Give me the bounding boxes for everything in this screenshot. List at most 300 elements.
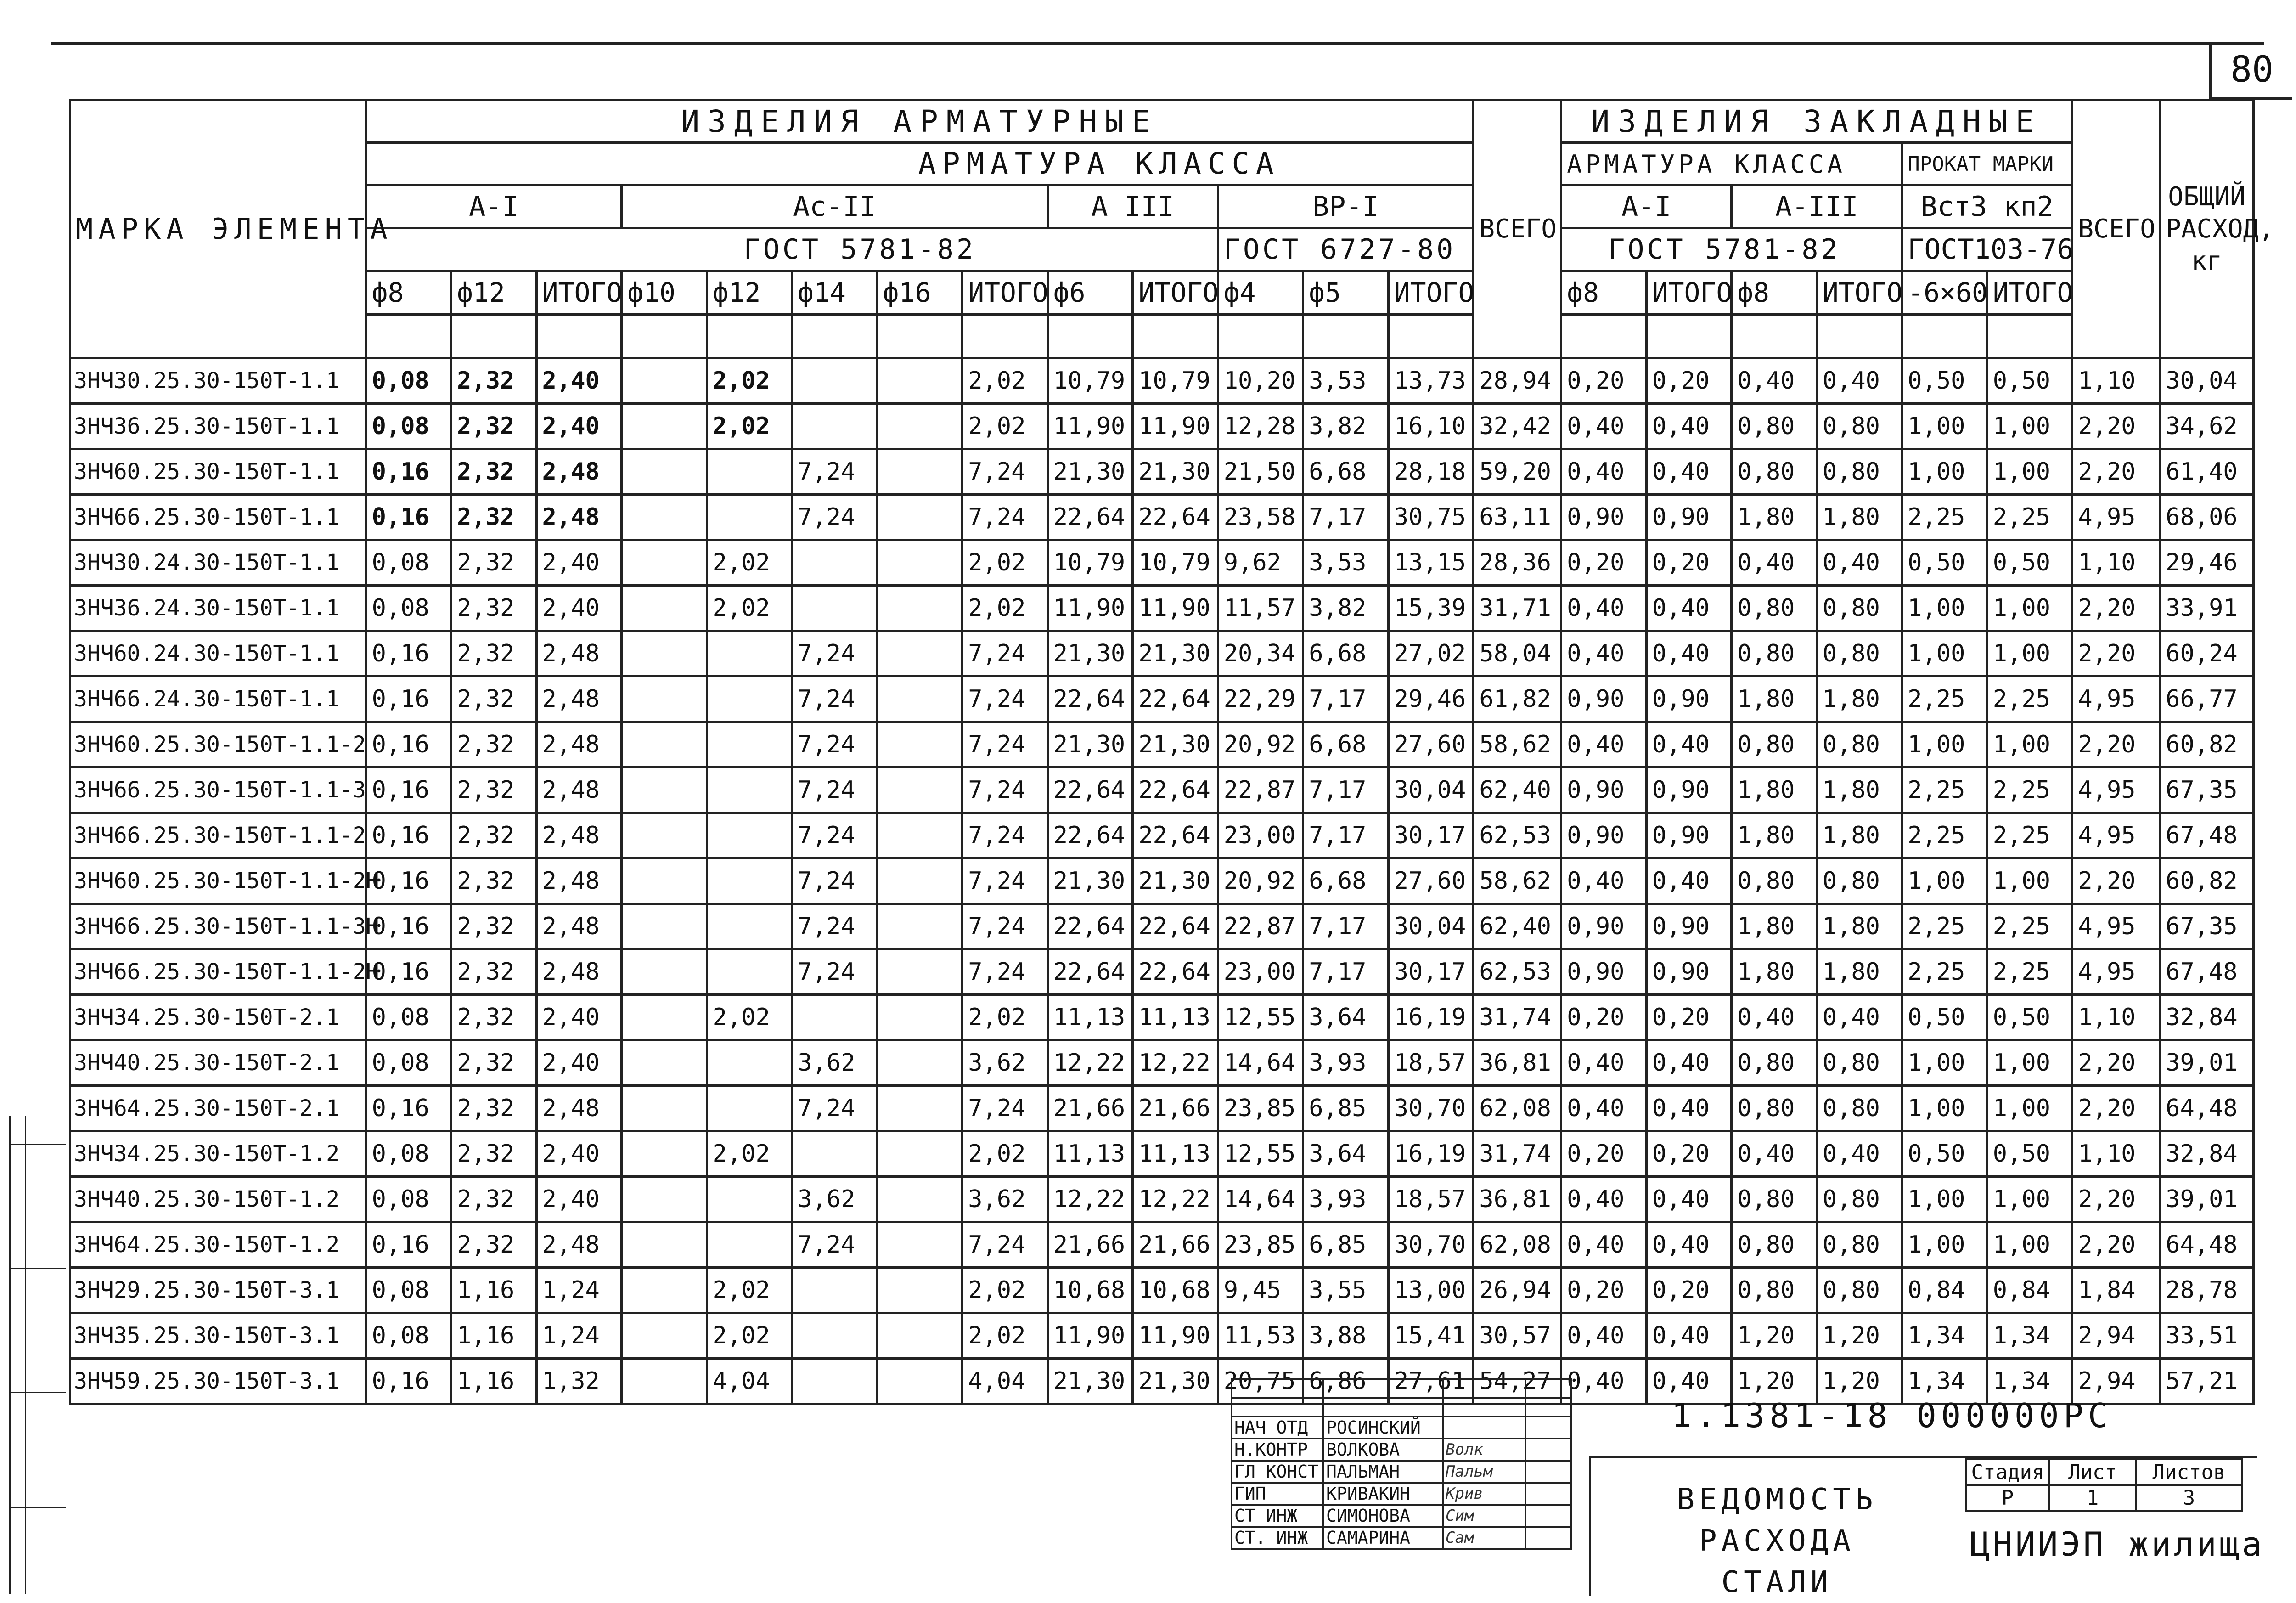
cell-rebar-total: 26,94 [1474, 1268, 1561, 1313]
sig-role: ГИП [1232, 1483, 1323, 1505]
class-bp1: ВР-I [1218, 186, 1474, 228]
sig-signature: Волк [1443, 1439, 1525, 1461]
spacer-cell [1303, 315, 1389, 358]
cell-roll: 2,25 [1902, 677, 1987, 722]
cell-a1-total: 2,48 [536, 677, 622, 722]
cell-ac2-d14: 7,24 [792, 677, 878, 722]
mark-header: МАРКА ЭЛЕМЕНТА [70, 100, 366, 358]
element-mark: 3НЧ34.25.30-150Т-2.1 [70, 995, 366, 1040]
cell-grand: 60,82 [2160, 858, 2254, 904]
table-row [70, 1222, 2254, 1268]
element-mark: 3НЧ60.24.30-150Т-1.1 [70, 631, 366, 677]
cell-e-a1-d8: 0,40 [1561, 449, 1647, 495]
column-header: ф6 [1047, 271, 1133, 315]
cell-a1-total: 2,40 [536, 586, 622, 631]
cell-ac2-d16 [877, 449, 962, 495]
cell-rebar-total: 62,40 [1474, 904, 1561, 949]
spacer-cell [1646, 315, 1732, 358]
cell-e-a1-d8: 0,40 [1561, 1040, 1647, 1086]
cell-e-a3-total: 0,40 [1817, 995, 1902, 1040]
cell-a1-d12: 2,32 [451, 1131, 537, 1177]
cell-a1-d8: 0,16 [366, 813, 451, 858]
cell-a3-total: 11,13 [1133, 995, 1218, 1040]
cell-bp-d5: 6,68 [1303, 631, 1389, 677]
cell-roll-total: 1,00 [1987, 858, 2072, 904]
sig-name: САМАРИНА [1323, 1527, 1443, 1549]
cell-bp-d5: 3,53 [1303, 358, 1389, 404]
signature-row [1232, 1527, 1571, 1549]
cell-a3-d6: 12,22 [1047, 1177, 1133, 1222]
cell-ac2-d10 [622, 540, 707, 586]
cell-roll-total: 0,50 [1987, 358, 2072, 404]
cell-ac2-total: 7,24 [962, 722, 1048, 768]
cell-bp-d4: 20,92 [1218, 722, 1303, 768]
cell-roll: 1,00 [1902, 586, 1987, 631]
cell-roll: 2,25 [1902, 768, 1987, 813]
cell-roll-total: 2,25 [1987, 949, 2072, 995]
cell-e-a3-total: 0,80 [1817, 1222, 1902, 1268]
sig-role: СТ. ИНЖ [1232, 1527, 1323, 1549]
element-mark: 3НЧ64.25.30-150Т-1.2 [70, 1222, 366, 1268]
column-header: ф14 [792, 271, 878, 315]
sig-name: РОСИНСКИЙ [1323, 1417, 1443, 1439]
cell-e-a1-d8: 0,20 [1561, 1268, 1647, 1313]
cell-a3-total: 22,64 [1133, 813, 1218, 858]
cell-a1-d12: 2,32 [451, 677, 537, 722]
cell-grand: 33,91 [2160, 586, 2254, 631]
cell-a3-d6: 12,22 [1047, 1040, 1133, 1086]
sig-name: ВОЛКОВА [1323, 1439, 1443, 1461]
cell-roll: 1,00 [1902, 631, 1987, 677]
cell-ac2-d14: 7,24 [792, 1222, 878, 1268]
cell-grand: 39,01 [2160, 1040, 2254, 1086]
cell-emb-total: 2,20 [2072, 1040, 2160, 1086]
cell-grand: 30,04 [2160, 358, 2254, 404]
cell-bp-d4: 21,50 [1218, 449, 1303, 495]
grand-total-header: ОБЩИЙ РАСХОД, кг [2160, 100, 2254, 358]
cell-emb-total: 2,94 [2072, 1313, 2160, 1359]
cell-a1-total: 2,48 [536, 1222, 622, 1268]
cell-roll: 2,25 [1902, 949, 1987, 995]
cell-a3-d6: 21,30 [1047, 858, 1133, 904]
cell-e-a3-d8: 0,80 [1732, 1222, 1817, 1268]
sig-date [1525, 1505, 1571, 1527]
column-header: ИТОГО [1133, 271, 1218, 315]
cell-a1-d8: 0,08 [366, 586, 451, 631]
cell-ac2-d16 [877, 404, 962, 449]
cell-ac2-d10 [622, 722, 707, 768]
cell-roll-total: 2,25 [1987, 813, 2072, 858]
cell-a3-d6: 11,90 [1047, 586, 1133, 631]
cell-e-a1-d8: 0,40 [1561, 858, 1647, 904]
cell-ac2-d16 [877, 722, 962, 768]
cell-a1-d8: 0,16 [366, 449, 451, 495]
cell-e-a1-d8: 0,40 [1561, 1313, 1647, 1359]
cell-ac2-d12: 2,02 [707, 1131, 792, 1177]
cell-e-a3-d8: 1,80 [1732, 677, 1817, 722]
sig-date [1525, 1527, 1571, 1549]
column-header: ф12 [451, 271, 537, 315]
cell-e-a1-d8: 0,20 [1561, 540, 1647, 586]
cell-e-a3-d8: 0,80 [1732, 1040, 1817, 1086]
cell-a3-d6: 21,30 [1047, 449, 1133, 495]
cell-ac2-total: 2,02 [962, 586, 1048, 631]
cell-e-a3-total: 1,80 [1817, 813, 1902, 858]
cell-a1-d8: 0,16 [366, 858, 451, 904]
cell-roll-total: 1,00 [1987, 404, 2072, 449]
cell-a3-total: 11,13 [1133, 1131, 1218, 1177]
cell-roll: 1,00 [1902, 404, 1987, 449]
cell-ac2-d10 [622, 995, 707, 1040]
column-header: ф10 [622, 271, 707, 315]
cell-ac2-d10 [622, 949, 707, 995]
cell-emb-total: 4,95 [2072, 677, 2160, 722]
cell-a1-total: 2,48 [536, 1086, 622, 1131]
cell-a3-total: 10,79 [1133, 358, 1218, 404]
cell-e-a1-d8: 0,90 [1561, 495, 1647, 540]
cell-ac2-d12 [707, 677, 792, 722]
cell-e-a1-d8: 0,90 [1561, 813, 1647, 858]
cell-bp-d5: 7,17 [1303, 813, 1389, 858]
signature-row [1232, 1439, 1571, 1461]
cell-bp-d5: 3,88 [1303, 1313, 1389, 1359]
cell-roll-total: 2,25 [1987, 677, 2072, 722]
cell-ac2-total: 7,24 [962, 904, 1048, 949]
cell-ac2-d10 [622, 1359, 707, 1404]
cell-e-a3-d8: 1,80 [1732, 813, 1817, 858]
cell-e-a3-d8: 0,80 [1732, 449, 1817, 495]
cell-ac2-d16 [877, 1268, 962, 1313]
cell-ac2-total: 7,24 [962, 495, 1048, 540]
cell-bp-d4: 23,58 [1218, 495, 1303, 540]
cell-a1-total: 2,40 [536, 995, 622, 1040]
table-row [70, 540, 2254, 586]
cell-emb-total: 2,20 [2072, 404, 2160, 449]
cell-ac2-d12: 2,02 [707, 404, 792, 449]
cell-grand: 68,06 [2160, 495, 2254, 540]
cell-ac2-total: 3,62 [962, 1040, 1048, 1086]
cell-bp-d4: 23,85 [1218, 1222, 1303, 1268]
element-mark: 3НЧ66.24.30-150Т-1.1 [70, 677, 366, 722]
cell-rebar-total: 62,08 [1474, 1222, 1561, 1268]
cell-bp-d5: 7,17 [1303, 677, 1389, 722]
cell-bp-d5: 6,68 [1303, 858, 1389, 904]
cell-e-a3-d8: 0,80 [1732, 586, 1817, 631]
cell-roll: 2,25 [1902, 813, 1987, 858]
stage-label: Стадия [1966, 1459, 2049, 1485]
cell-roll-total: 2,25 [1987, 768, 2072, 813]
cell-roll-total: 0,50 [1987, 540, 2072, 586]
sig-role: СТ ИНЖ [1232, 1505, 1323, 1527]
cell-a1-d8: 0,16 [366, 1359, 451, 1404]
cell-bp-d4: 12,28 [1218, 404, 1303, 449]
cell-ac2-d12 [707, 1177, 792, 1222]
cell-a1-d8: 0,16 [366, 495, 451, 540]
cell-e-a3-total: 0,80 [1817, 1040, 1902, 1086]
cell-a1-total: 2,48 [536, 768, 622, 813]
cell-a3-total: 21,30 [1133, 631, 1218, 677]
cell-grand: 66,77 [2160, 677, 2254, 722]
cell-grand: 67,48 [2160, 949, 2254, 995]
cell-e-a1-total: 0,40 [1646, 586, 1732, 631]
sig-name: КРИВАКИН [1323, 1483, 1443, 1505]
signature-row [1232, 1483, 1571, 1505]
cell-e-a1-total: 0,40 [1646, 1040, 1732, 1086]
cell-ac2-d12 [707, 949, 792, 995]
spacer-cell [877, 315, 962, 358]
cell-a3-total: 12,22 [1133, 1177, 1218, 1222]
cell-bp-d4: 20,92 [1218, 858, 1303, 904]
cell-roll-total: 1,00 [1987, 586, 2072, 631]
cell-ac2-d10 [622, 813, 707, 858]
cell-bp-d4: 22,87 [1218, 904, 1303, 949]
cell-ac2-d10 [622, 677, 707, 722]
cell-e-a3-total: 0,80 [1817, 449, 1902, 495]
rolled-grade: Вст3 кп2 [1902, 186, 2072, 228]
cell-a1-d12: 2,32 [451, 1177, 537, 1222]
cell-ac2-d12: 2,02 [707, 540, 792, 586]
cell-bp-d4: 14,64 [1218, 1177, 1303, 1222]
cell-a1-d8: 0,08 [366, 1040, 451, 1086]
cell-grand: 60,24 [2160, 631, 2254, 677]
cell-ac2-total: 2,02 [962, 995, 1048, 1040]
spacer-cell [1817, 315, 1902, 358]
cell-e-a3-d8: 0,40 [1732, 1131, 1817, 1177]
cell-ac2-d14 [792, 358, 878, 404]
cell-bp-d4: 10,20 [1218, 358, 1303, 404]
cell-grand: 39,01 [2160, 1177, 2254, 1222]
cell-e-a1-d8: 0,90 [1561, 949, 1647, 995]
cell-bp-d4: 14,64 [1218, 1040, 1303, 1086]
cell-a1-d12: 2,32 [451, 949, 537, 995]
table-row [70, 1268, 2254, 1313]
cell-ac2-d12 [707, 768, 792, 813]
cell-rebar-total: 36,81 [1474, 1177, 1561, 1222]
cell-bp-d4: 22,87 [1218, 768, 1303, 813]
cell-a3-d6: 10,68 [1047, 1268, 1133, 1313]
cell-e-a1-d8: 0,40 [1561, 586, 1647, 631]
cell-emb-total: 1,84 [2072, 1268, 2160, 1313]
cell-a3-total: 21,30 [1133, 1359, 1218, 1404]
cell-bp-total: 13,73 [1388, 358, 1474, 404]
cell-ac2-d14: 7,24 [792, 858, 878, 904]
column-header: ф8 [1561, 271, 1647, 315]
cell-e-a3-total: 1,80 [1817, 677, 1902, 722]
cell-a1-d8: 0,16 [366, 904, 451, 949]
cell-e-a3-total: 0,80 [1817, 631, 1902, 677]
cell-rebar-total: 59,20 [1474, 449, 1561, 495]
sig-date [1525, 1439, 1571, 1461]
cell-grand: 67,48 [2160, 813, 2254, 858]
cell-e-a1-d8: 0,90 [1561, 904, 1647, 949]
cell-bp-total: 15,39 [1388, 586, 1474, 631]
cell-e-a1-total: 0,40 [1646, 1359, 1732, 1404]
cell-e-a3-total: 0,80 [1817, 1086, 1902, 1131]
cell-bp-d4: 23,85 [1218, 1086, 1303, 1131]
spacer-cell [451, 315, 537, 358]
cell-ac2-d14: 7,24 [792, 449, 878, 495]
cell-ac2-d10 [622, 1313, 707, 1359]
cell-rebar-total: 62,53 [1474, 949, 1561, 995]
cell-roll-total: 1,00 [1987, 722, 2072, 768]
cell-bp-d4: 23,00 [1218, 949, 1303, 995]
page-number: 80 [2209, 42, 2292, 100]
cell-grand: 34,62 [2160, 404, 2254, 449]
cell-a3-d6: 22,64 [1047, 904, 1133, 949]
cell-e-a3-d8: 1,80 [1732, 495, 1817, 540]
class-a3: А III [1047, 186, 1218, 228]
cell-a1-d12: 2,32 [451, 768, 537, 813]
element-mark: 3НЧ66.25.30-150Т-1.1 [70, 495, 366, 540]
cell-grand: 67,35 [2160, 904, 2254, 949]
cell-grand: 64,48 [2160, 1086, 2254, 1131]
cell-ac2-d16 [877, 540, 962, 586]
cell-ac2-d16 [877, 1086, 962, 1131]
cell-ac2-d12: 2,02 [707, 995, 792, 1040]
cell-e-a1-total: 0,40 [1646, 858, 1732, 904]
cell-roll-total: 1,00 [1987, 1086, 2072, 1131]
cell-a1-total: 2,40 [536, 1040, 622, 1086]
column-header: ИТОГО [1646, 271, 1732, 315]
cell-rebar-total: 36,81 [1474, 1040, 1561, 1086]
cell-e-a3-total: 0,80 [1817, 1177, 1902, 1222]
cell-ac2-d16 [877, 1177, 962, 1222]
cell-ac2-d10 [622, 631, 707, 677]
cell-bp-d5: 6,85 [1303, 1222, 1389, 1268]
cell-bp-total: 27,61 [1388, 1359, 1474, 1404]
group-embedded-products: ИЗДЕЛИЯ ЗАКЛАДНЫЕ [1561, 100, 2072, 143]
cell-ac2-total: 7,24 [962, 1222, 1048, 1268]
cell-a1-d8: 0,08 [366, 995, 451, 1040]
cell-ac2-total: 7,24 [962, 949, 1048, 995]
cell-ac2-d14 [792, 1131, 878, 1177]
cell-a1-d12: 2,32 [451, 1222, 537, 1268]
cell-bp-total: 15,41 [1388, 1313, 1474, 1359]
cell-a1-d8: 0,08 [366, 1131, 451, 1177]
element-mark: 3НЧ60.25.30-150Т-1.1-2Н [70, 858, 366, 904]
cell-rebar-total: 63,11 [1474, 495, 1561, 540]
cell-ac2-d10 [622, 1131, 707, 1177]
element-mark: 3НЧ40.25.30-150Т-1.2 [70, 1177, 366, 1222]
cell-roll: 1,34 [1902, 1359, 1987, 1404]
cell-e-a3-d8: 0,40 [1732, 358, 1817, 404]
cell-e-a1-total: 0,40 [1646, 1177, 1732, 1222]
cell-e-a3-d8: 1,80 [1732, 904, 1817, 949]
cell-ac2-d14 [792, 1313, 878, 1359]
cell-ac2-d14 [792, 995, 878, 1040]
cell-a1-d12: 2,32 [451, 858, 537, 904]
cell-ac2-d10 [622, 1222, 707, 1268]
cell-ac2-d12 [707, 813, 792, 858]
element-mark: 3НЧ59.25.30-150Т-3.1 [70, 1359, 366, 1404]
cell-bp-d5: 6,86 [1303, 1359, 1389, 1404]
cell-a3-d6: 22,64 [1047, 495, 1133, 540]
cell-a1-d8: 0,16 [366, 768, 451, 813]
cell-a1-d12: 2,32 [451, 722, 537, 768]
cell-ac2-d10 [622, 1177, 707, 1222]
cell-bp-d4: 9,62 [1218, 540, 1303, 586]
cell-e-a3-total: 1,20 [1817, 1313, 1902, 1359]
spacer-cell [1218, 315, 1303, 358]
cell-e-a1-d8: 0,40 [1561, 631, 1647, 677]
cell-bp-total: 30,17 [1388, 813, 1474, 858]
cell-roll: 2,25 [1902, 904, 1987, 949]
cell-ac2-d10 [622, 1268, 707, 1313]
cell-ac2-d16 [877, 677, 962, 722]
cell-a1-d8: 0,16 [366, 949, 451, 995]
cell-e-a3-total: 0,40 [1817, 358, 1902, 404]
rebar-class-title: АРМАТУРА КЛАССА [366, 143, 1474, 186]
cell-a1-total: 2,48 [536, 813, 622, 858]
cell-roll-total: 1,00 [1987, 449, 2072, 495]
sheets-value: 3 [2136, 1485, 2242, 1511]
cell-a1-total: 1,24 [536, 1313, 622, 1359]
cell-a1-d12: 2,32 [451, 904, 537, 949]
cell-ac2-d12: 2,02 [707, 1268, 792, 1313]
cell-e-a1-d8: 0,20 [1561, 995, 1647, 1040]
table-row [70, 358, 2254, 404]
cell-a1-d12: 2,32 [451, 358, 537, 404]
table-row [70, 586, 2254, 631]
cell-e-a1-d8: 0,20 [1561, 1131, 1647, 1177]
cell-ac2-total: 2,02 [962, 1313, 1048, 1359]
cell-ac2-d10 [622, 404, 707, 449]
cell-ac2-d14 [792, 1268, 878, 1313]
element-mark: 3НЧ64.25.30-150Т-2.1 [70, 1086, 366, 1131]
cell-ac2-d12 [707, 631, 792, 677]
sig-role: НАЧ ОТД [1232, 1417, 1323, 1439]
cell-e-a3-total: 1,80 [1817, 949, 1902, 995]
cell-a1-total: 2,40 [536, 1177, 622, 1222]
cell-bp-d4: 22,29 [1218, 677, 1303, 722]
sig-role: ГЛ КОНСТ [1232, 1461, 1323, 1483]
cell-roll: 1,34 [1902, 1313, 1987, 1359]
cell-a3-d6: 21,66 [1047, 1222, 1133, 1268]
table-row [70, 858, 2254, 904]
cell-grand: 32,84 [2160, 1131, 2254, 1177]
cell-bp-total: 27,02 [1388, 631, 1474, 677]
cell-emb-total: 2,20 [2072, 449, 2160, 495]
cell-ac2-d16 [877, 1313, 962, 1359]
cell-roll: 0,50 [1902, 995, 1987, 1040]
sig-name: ПАЛЬМАН [1323, 1461, 1443, 1483]
table-row [70, 949, 2254, 995]
cell-bp-d5: 3,93 [1303, 1177, 1389, 1222]
cell-a1-total: 2,48 [536, 904, 622, 949]
cell-rebar-total: 62,08 [1474, 1086, 1561, 1131]
table-row [70, 495, 2254, 540]
cell-ac2-total: 2,02 [962, 358, 1048, 404]
cell-bp-d5: 3,82 [1303, 586, 1389, 631]
cell-e-a1-d8: 0,40 [1561, 1359, 1647, 1404]
table-row [70, 631, 2254, 677]
cell-ac2-d14: 7,24 [792, 768, 878, 813]
class-ac2: Ас-II [622, 186, 1048, 228]
cell-bp-d4: 11,53 [1218, 1313, 1303, 1359]
sig-signature: Сам [1443, 1527, 1525, 1549]
cell-e-a3-d8: 0,40 [1732, 540, 1817, 586]
cell-ac2-d16 [877, 1359, 962, 1404]
cell-e-a1-total: 0,40 [1646, 631, 1732, 677]
cell-bp-total: 29,46 [1388, 677, 1474, 722]
top-border-line [51, 42, 2264, 45]
stage-value: Р [1966, 1485, 2049, 1511]
cell-rebar-total: 30,57 [1474, 1313, 1561, 1359]
sig-empty [1232, 1379, 1323, 1398]
cell-emb-total: 2,20 [2072, 1222, 2160, 1268]
sig-signature: Сим [1443, 1505, 1525, 1527]
cell-bp-total: 30,04 [1388, 768, 1474, 813]
